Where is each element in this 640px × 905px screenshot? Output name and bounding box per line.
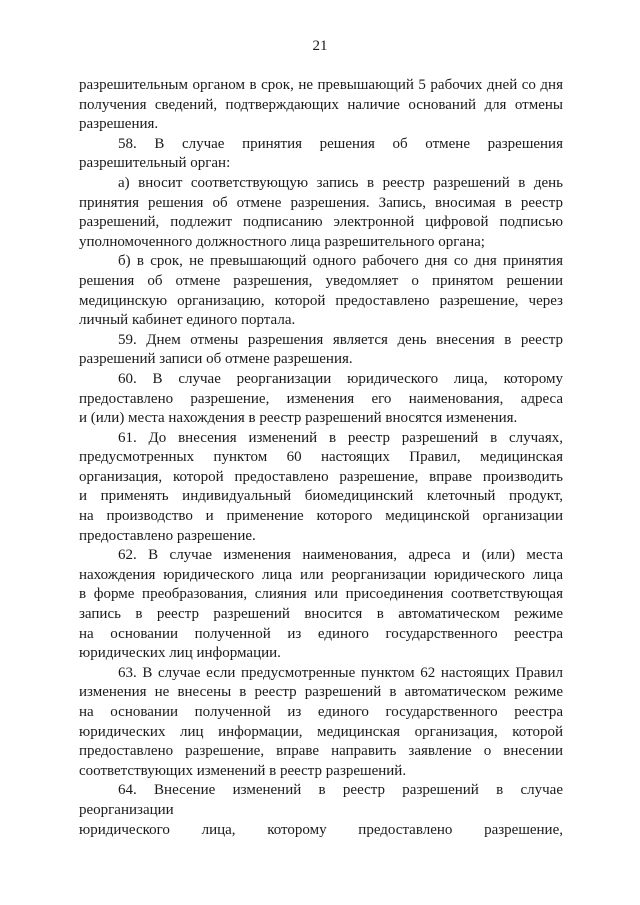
text-line: предоставлено разрешение, изменения его наименования, адреса [79,390,563,407]
text-line: организация, которой предоставлено разрешение, вправе производить [79,468,563,485]
text-line: предусмотренных пунктом 60 настоящих Правил, медицинская [79,449,563,466]
text-line: и (или) места нахождения в реестр разрешений вносятся изменения. [79,410,518,427]
text-line: в форме преобразования, слияния или присоединения соответствующая [79,586,563,603]
text-line: изменения не внесены в реестр разрешений в автоматическом режиме [79,684,563,701]
text-line: разрешений записи об отмене разрешения. [79,351,353,368]
document-body [79,76,563,840]
text-line: запись в реестр разрешений вносится в автоматическом режиме [79,606,563,623]
text-line: 62. В случае изменения наименования, адреса и (или) места [118,547,563,564]
text-line: б) в срок, не превышающий одного рабочего дня со дня принятия [118,253,563,270]
text-line: и применять индивидуальный биомедицинский клеточный продукт, [79,488,563,505]
text-line: решения об отмене разрешения, уведомляет о принятом решении [79,272,563,289]
text-line: юридических лиц информации, медицинская организация, которой [79,723,563,740]
text-line: личный кабинет единого портала. [79,312,296,329]
text-line: разрешения. [79,116,159,133]
text-line: на основании полученной из единого государственного реестра [79,625,563,642]
text-line: 58. В случае принятия решения об отмене разрешения [118,135,563,152]
text-line: предоставлено разрешение, вправе направить заявление о внесении [79,743,563,760]
text-line: 59. Днем отмены разрешения является день внесения в реестр [118,331,563,348]
text-line: на основании полученной из единого государственного реестра [79,704,563,720]
text-line: получения сведений, подтверждающих наличие оснований для отмены [79,96,563,113]
text-line: на производство и применение которого медицинской организации [79,508,563,525]
text-line: 60. В случае реорганизации юридического лица, которому [118,370,563,387]
text-line: юридического лица, которому предоставлено разрешение, [79,821,563,838]
text-line: принятия решения об отмене разрешения. Запись, вносимая в реестр [79,194,563,211]
text-line: разрешительный орган: [79,155,231,172]
text-line: а) вносит соответствующую запись в реестр разрешений в день [118,174,563,191]
text-line: уполномоченного должностного лица разрешительного органа; [79,233,485,250]
text-line: соответствующих изменений в реестр разрешений. [79,762,407,779]
text-line: 64. Внесение изменений в реестр разрешений в случае реорганизации [79,782,563,818]
text-line: юридических лиц информации. [79,645,281,662]
page-number: 21 [312,38,328,54]
text-line: разрешительным органом в срок, не превышающий 5 рабочих дней со дня [79,77,563,93]
text-line: нахождения юридического лица или реорганизации юридического лица [79,566,563,583]
text-line: разрешений, подлежит подписанию электронной цифровой подписью [79,214,563,231]
text-line: предоставлено разрешение. [79,527,256,544]
text-line: 63. В случае если предусмотренные пунктом 62 настоящих Правил [118,664,563,681]
text-line: медицинскую организацию, которой предоставлено разрешение, через [79,292,563,309]
text-line: 61. До внесения изменений в реестр разрешений в случаях, [118,429,563,446]
